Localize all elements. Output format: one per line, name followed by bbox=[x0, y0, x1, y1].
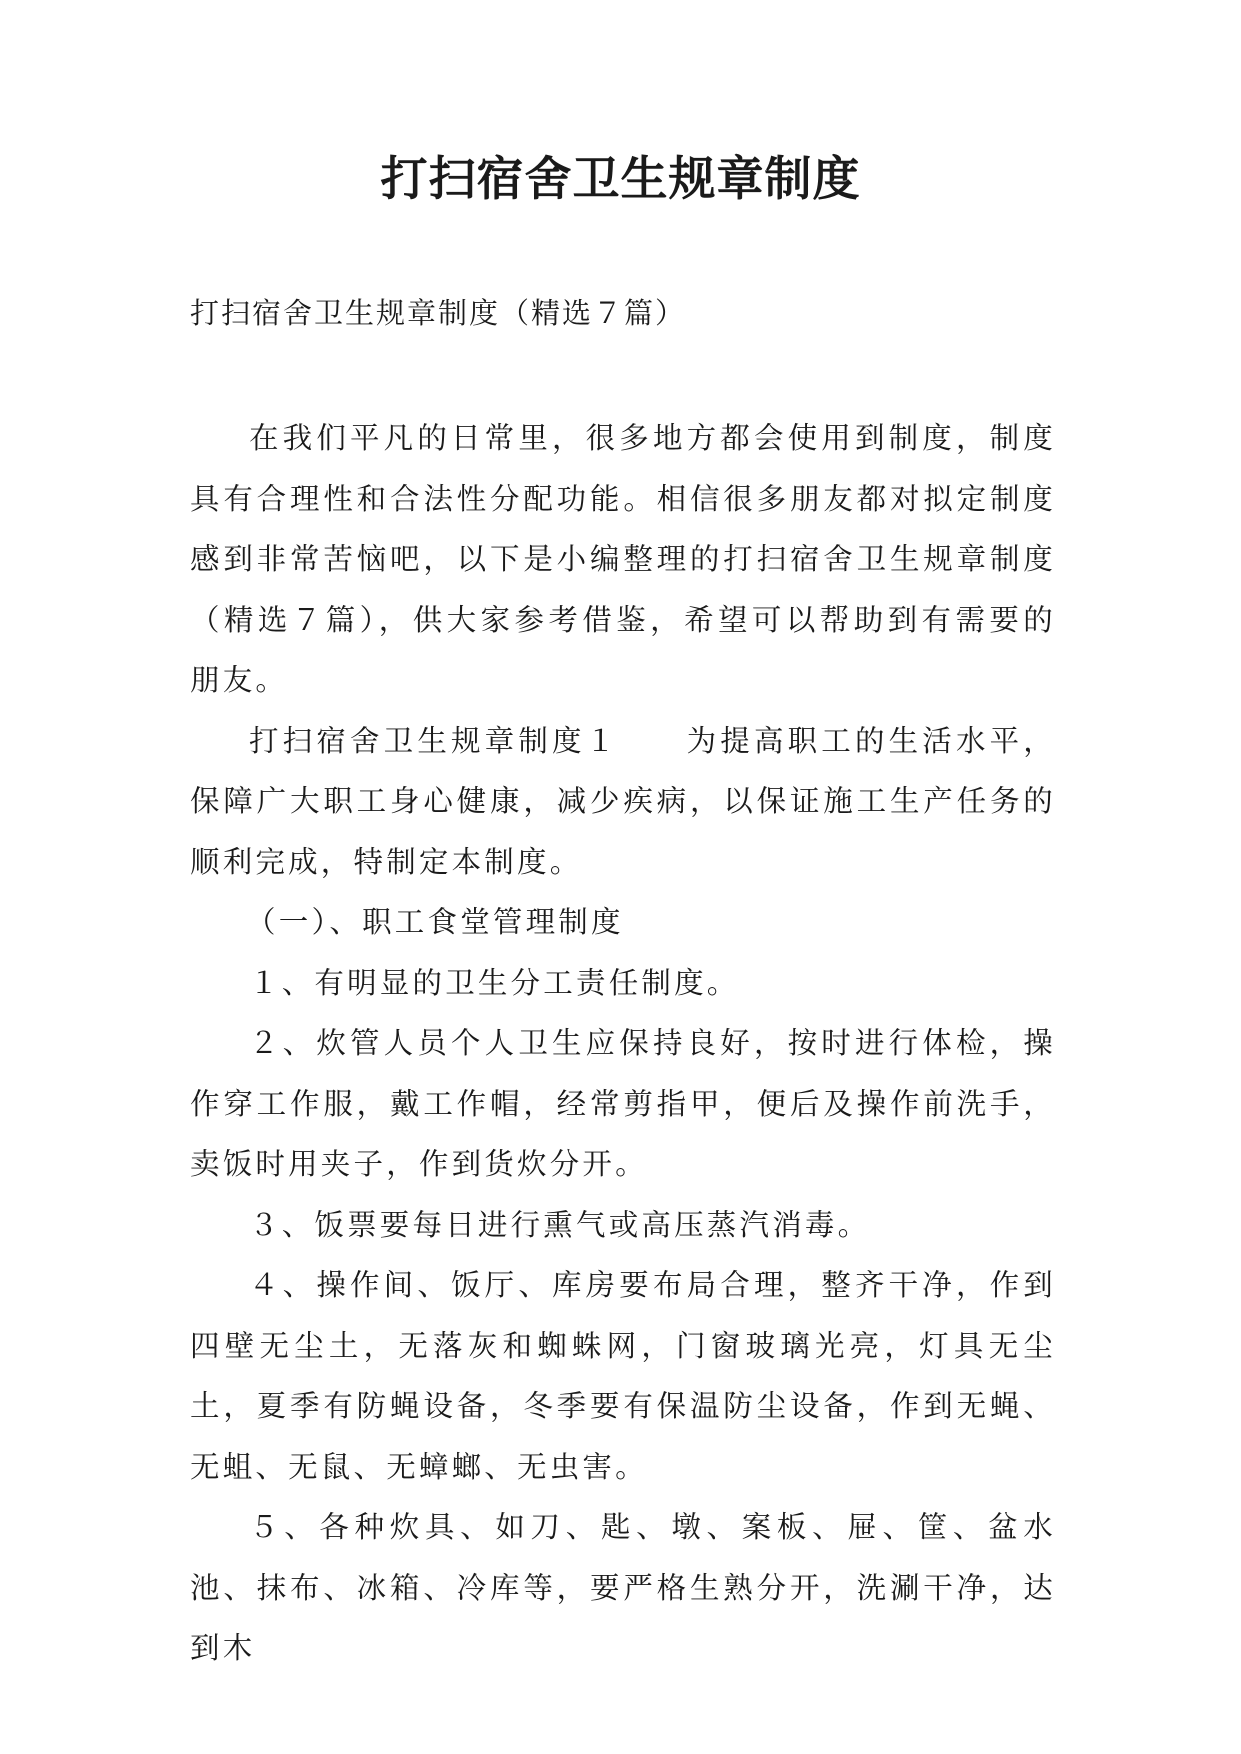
section-1-paragraph: 打扫宿舍卫生规章制度１ 为提高职工的生活水平，保障广大职工身心健康，减少疾病，以保证施工生产任务的顺利完成，特制定本制度。 bbox=[190, 723, 1056, 879]
list-item: ４、操作间、饭厅、库房要布局合理，整齐干净，作到四壁无尘土，无落灰和蜘蛛网，门窗玻璃光亮，灯具无尘土，夏季有防蝇设备，冬季要有保温防尘设备，作到无蝇、无蛆、无鼠、无蟑螂、无虫害。 bbox=[190, 1268, 1056, 1484]
list-item: ５、各种炊具、如刀、匙、墩、案板、屉、筐、盆水池、抹布、冰箱、冷库等，要严格生熟分开，洗涮干净，达到木 bbox=[190, 1510, 1056, 1665]
list-item: １、有明显的卫生分工责任制度。 bbox=[249, 965, 740, 1000]
document-subtitle: 打扫宿舍卫生规章制度（精选７篇） bbox=[190, 296, 687, 330]
subsection-heading: （一）、职工食堂管理制度 bbox=[246, 905, 624, 939]
intro-paragraph: 在我们平凡的日常里，很多地方都会使用到制度，制度具有合理性和合法性分配功能。相信很多朋友都对拟定制度感到非常苦恼吧，以下是小编整理的打扫宿舍卫生规章制度（精选７篇），供大家参考借鉴，希望可以帮助到有需要的朋友。 bbox=[190, 421, 1056, 697]
document-title: 打扫宿舍卫生规章制度 bbox=[380, 152, 861, 207]
document-body bbox=[190, 408, 1056, 1679]
list-item: ３、饭票要每日进行熏气或高压蒸汽消毒。 bbox=[249, 1207, 871, 1242]
list-item: ２、炊管人员个人卫生应保持良好，按时进行体检，操作穿工作服，戴工作帽，经常剪指甲，便后及操作前洗手，卖饭时用夹子，作到货炊分开。 bbox=[190, 1026, 1056, 1181]
